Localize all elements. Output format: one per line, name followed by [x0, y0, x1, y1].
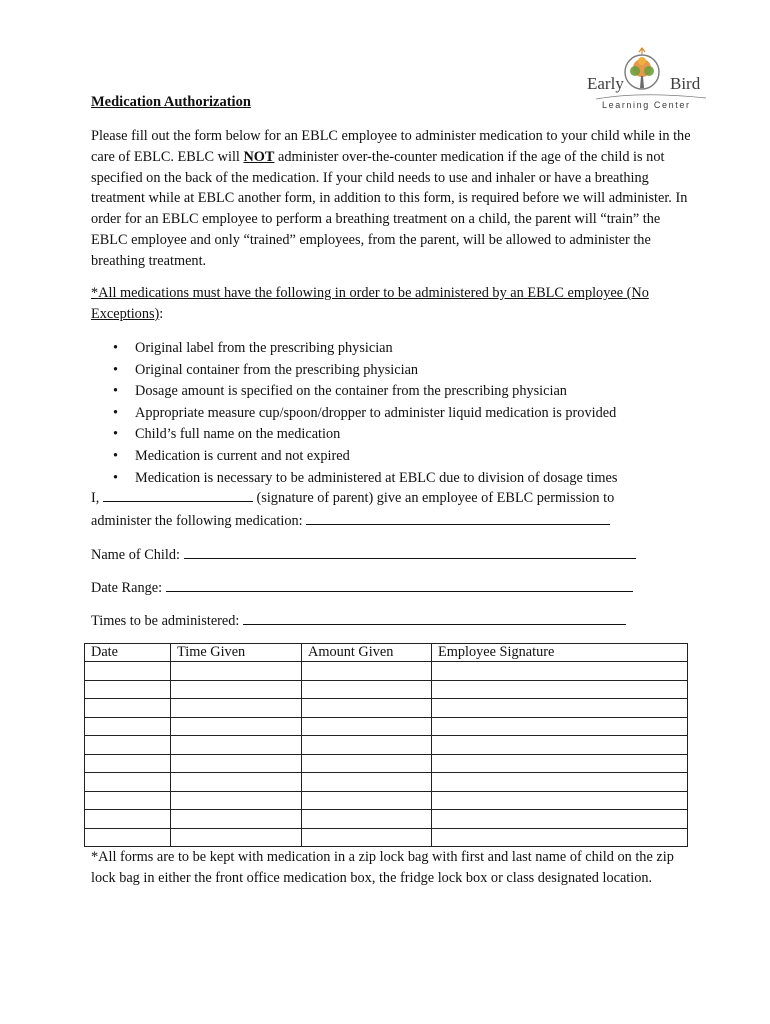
table-cell[interactable]: [85, 736, 171, 755]
table-cell[interactable]: [432, 662, 688, 681]
table-cell[interactable]: [432, 680, 688, 699]
header-date: Date: [85, 644, 171, 662]
bullet-icon: •: [113, 426, 119, 443]
table-row: [85, 810, 688, 829]
times-row: [91, 610, 626, 630]
intro-text-part1: Please fill out the form below for an EBLC employee to administer medication to your child while in the care of EBLC. EBLC will: [91, 128, 691, 165]
table-cell[interactable]: [171, 680, 302, 699]
table-cell[interactable]: [85, 699, 171, 718]
child-name-field[interactable]: [184, 544, 636, 559]
requirements-heading-text: All medications must have the following in order to be administered by an EBLC employee (No Exceptions): [91, 285, 649, 322]
table-cell[interactable]: [302, 810, 432, 829]
header-amount-given: Amount Given: [302, 644, 432, 662]
table-cell[interactable]: [432, 810, 688, 829]
list-item-text: Medication is current and not expired: [135, 447, 350, 464]
list-item: [113, 468, 617, 490]
table-cell[interactable]: [171, 662, 302, 681]
consent-middle: (signature of parent) give an employee of EBLC permission to: [256, 490, 615, 506]
list-item: [113, 424, 617, 446]
table-row: [85, 736, 688, 755]
requirements-list: [113, 338, 617, 489]
table-cell[interactable]: [85, 828, 171, 847]
table-row: [85, 791, 688, 810]
intro-text-part2: administer over-the-counter medication if the age of the child is not specified on the back of the medication. If your child needs to use and inhaler or have a breathing treatment while at EBLC another form, in addition to this form, is required before we will administer. In order for an EBLC employee to perform a breathing treatment on a child, the parent will “train” the EBLC employee and only “trained” employees, from the parent, will be allowed to administer the breathing treatment.: [91, 148, 688, 269]
table-row: [85, 699, 688, 718]
table-cell[interactable]: [85, 791, 171, 810]
table-cell[interactable]: [85, 662, 171, 681]
date-range-row: [91, 577, 633, 597]
bullet-icon: •: [113, 404, 119, 421]
table-cell[interactable]: [302, 699, 432, 718]
table-cell[interactable]: [302, 754, 432, 773]
table-cell[interactable]: [85, 773, 171, 792]
intro-paragraph: [91, 126, 691, 272]
table-cell[interactable]: [171, 791, 302, 810]
date-range-label: Date Range:: [91, 580, 163, 596]
header-employee-signature: Employee Signature: [432, 644, 688, 662]
parent-signature-field[interactable]: [103, 487, 253, 502]
table-cell[interactable]: [432, 736, 688, 755]
early-bird-logo: [582, 44, 710, 114]
child-name-label: Name of Child:: [91, 547, 180, 563]
requirements-prefix: *: [91, 285, 99, 301]
list-item: [113, 360, 617, 382]
table-cell[interactable]: [432, 828, 688, 847]
logo-subtitle: Learning Center: [602, 100, 691, 110]
list-item: [113, 403, 617, 425]
table-cell[interactable]: [302, 717, 432, 736]
times-field[interactable]: [243, 610, 626, 625]
table-row: [85, 680, 688, 699]
requirements-suffix: :: [159, 305, 164, 322]
table-cell[interactable]: [85, 717, 171, 736]
table-cell[interactable]: [302, 828, 432, 847]
storage-instructions: *All forms are to be kept with medication in a zip lock bag with first and last name of child on the zip lock bag in either the front office medication box, the fridge lock box or class designated location.: [91, 849, 674, 886]
table-cell[interactable]: [302, 773, 432, 792]
requirements-heading: [91, 283, 681, 325]
table-row: [85, 717, 688, 736]
table-cell[interactable]: [85, 754, 171, 773]
list-item-text: Dosage amount is specified on the container from the prescribing physician: [135, 383, 567, 400]
table-cell[interactable]: [85, 680, 171, 699]
table-cell[interactable]: [432, 773, 688, 792]
bullet-icon: •: [113, 340, 119, 356]
table-row: [85, 662, 688, 681]
list-item: [113, 446, 617, 468]
consent-line2: administer the following medication:: [91, 512, 303, 529]
table-cell[interactable]: [302, 736, 432, 755]
table-row: [85, 773, 688, 792]
table-cell[interactable]: [302, 662, 432, 681]
table-cell[interactable]: [85, 810, 171, 829]
table-cell[interactable]: [171, 754, 302, 773]
page-title: Medication Authorization: [91, 94, 251, 110]
bullet-icon: •: [113, 361, 119, 378]
table-row: [85, 754, 688, 773]
consent-statement: [91, 487, 691, 532]
table-cell[interactable]: [302, 791, 432, 810]
table-cell[interactable]: [171, 828, 302, 847]
table-cell[interactable]: [432, 699, 688, 718]
table-header-row: [85, 644, 688, 662]
bullet-icon: •: [113, 383, 119, 400]
bullet-icon: •: [113, 469, 119, 486]
table-cell[interactable]: [432, 791, 688, 810]
consent-start: I,: [91, 490, 100, 506]
list-item-text: Original container from the prescribing physician: [135, 361, 419, 378]
list-item-text: Appropriate measure cup/spoon/dropper to administer liquid medication is provided: [135, 404, 617, 421]
table-body: [85, 662, 688, 847]
child-name-row: [91, 544, 636, 564]
table-row: [85, 828, 688, 847]
table-cell[interactable]: [171, 717, 302, 736]
table-cell[interactable]: [302, 680, 432, 699]
list-item: [113, 338, 617, 360]
logo-word-bird: Bird: [670, 74, 701, 93]
list-item: [113, 381, 617, 403]
header-time-given: Time Given: [171, 644, 302, 662]
times-label: Times to be administered:: [91, 613, 240, 629]
table-cell[interactable]: [432, 717, 688, 736]
bullet-icon: •: [113, 447, 119, 464]
list-item-text: Original label from the prescribing physician: [135, 340, 393, 356]
medication-log-table: [84, 643, 688, 847]
medication-name-field[interactable]: [306, 510, 610, 525]
table-cell[interactable]: [171, 773, 302, 792]
date-range-field[interactable]: [166, 577, 633, 592]
list-item-text: Medication is necessary to be administered at EBLC due to division of dosage times: [135, 469, 618, 486]
table-cell[interactable]: [432, 754, 688, 773]
table-cell[interactable]: [171, 810, 302, 829]
list-item-text: Child’s full name on the medication: [135, 426, 341, 443]
table-cell[interactable]: [171, 736, 302, 755]
intro-emphasis: NOT: [243, 148, 275, 165]
table-cell[interactable]: [171, 699, 302, 718]
logo-word-early: Early: [587, 74, 624, 93]
